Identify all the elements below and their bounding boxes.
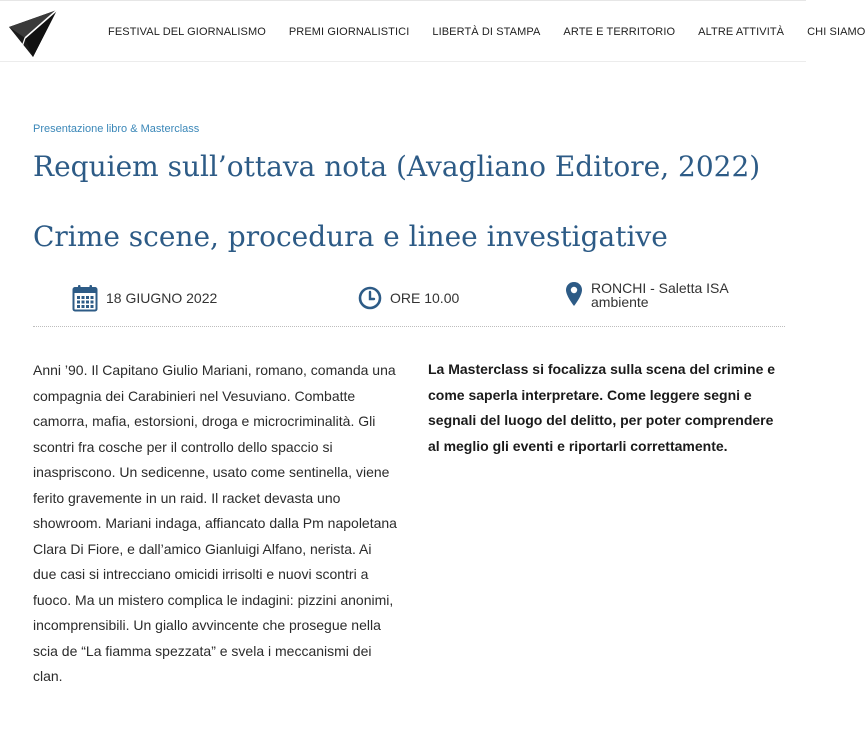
- paper-plane-icon[interactable]: [7, 7, 59, 59]
- masterclass-description: La Masterclass si focalizza sulla scena del crimine e come saperla interpretare. Come leggere segni e segnali del luogo del delitto, per poter comprendere al meglio gli eventi e riportarli correttamente.: [428, 361, 776, 454]
- nav-altre[interactable]: ALTRE ATTIVITÀ: [698, 26, 785, 38]
- page-subtitle: Crime scene, procedura e linee investigative: [33, 220, 668, 253]
- book-description: Anni ’90. Il Capitano Giulio Mariani, romano, comanda una compagnia dei Carabinieri nel Vesuviano. Combatte camorra, mafia, estorsioni, droga e microcriminalità. Gli scontri fra cosche per il controllo dello spaccio si inaspriscono. Un sedicenne, usato come sentinella, viene ferito gravemente in un raid. Il racket devasta uno showroom. Mariani indaga, affiancato dalla Pm napoletana Clara Di Fiore, e dall’amico Gianluigi Alfano, nerista. Ai due casi si intrecciano omicidi irrisolti e nuovi scontri a fuoco. Ma un mistero complica le indagini: pizzini anonimi, incomprensibili. Un giallo avvincente che prosegue nella scia de “La fiamma spezzata” e svela i meccanismi dei clan.: [33, 362, 397, 684]
- event-category: Presentazione libro & Masterclass: [33, 123, 200, 135]
- event-time: [358, 281, 459, 315]
- nav-arte[interactable]: ARTE E TERRITORIO: [563, 26, 676, 38]
- nav-festival[interactable]: FESTIVAL DEL GIORNALISMO: [108, 26, 266, 38]
- nav-premi[interactable]: PREMI GIORNALISTICI: [288, 26, 410, 38]
- clock-icon: [358, 286, 382, 310]
- nav-chi-siamo[interactable]: CHI SIAMO: [807, 26, 865, 38]
- event-date: [72, 281, 217, 315]
- event-date-text: 18 GIUGNO 2022: [106, 290, 218, 306]
- site-header: [0, 0, 865, 62]
- event-location-text: RONCHI - Saletta ISA ambiente: [591, 280, 728, 310]
- main-nav: [108, 26, 865, 38]
- nav-liberta[interactable]: LIBERTÀ DI STAMPA: [432, 26, 541, 38]
- event-time-text: ORE 10.00: [390, 290, 460, 306]
- page-title: Requiem sull’ottava nota (Avagliano Editore, 2022): [33, 150, 761, 183]
- map-pin-icon: [565, 281, 583, 307]
- event-location: [565, 281, 761, 315]
- divider: [33, 326, 785, 327]
- calendar-icon: [72, 284, 98, 312]
